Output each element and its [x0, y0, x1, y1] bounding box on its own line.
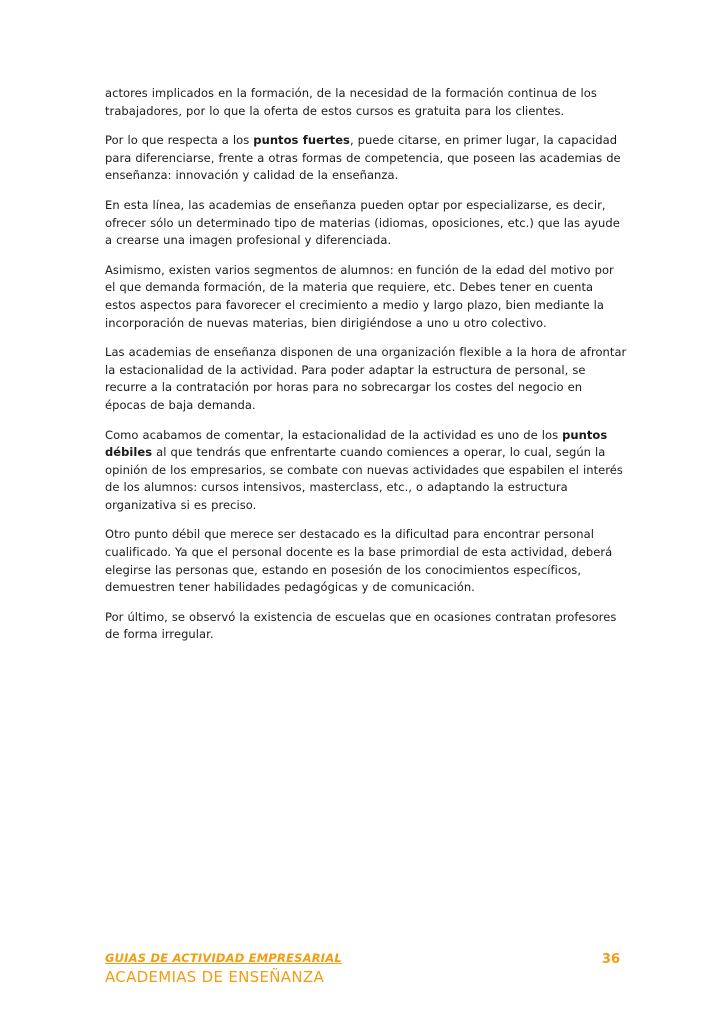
paragraph-text: Asimismo, existen varios segmentos de alumnos: en función de la edad del motivo por el que demanda formación, de la materia que requiere, etc. Debes tener en cuenta estos aspectos para favorecer el crecimiento a medio y largo plazo, bien mediante la incorporación de nuevas materias, bien dirigiéndose a uno u otro colectivo.	[105, 262, 614, 330]
paragraph-text: Las academias de enseñanza disponen de una organización flexible a la hora de afrontar la estacionalidad de la actividad. Para poder adaptar la estructura de personal, se recurre a la contratación por horas para no sobrecargar los costes del negocio en épocas de baja demanda.	[105, 345, 627, 412]
paragraph-text: Por lo que respecta a los	[105, 133, 254, 148]
paragraph	[105, 262, 627, 332]
paragraph	[105, 427, 627, 515]
page-number: 36	[601, 952, 620, 967]
paragraph-emphasis: puntos fuertes	[253, 133, 350, 148]
paragraph-text: Otro punto débil que merece ser destacado es la dificultad para encontrar personal cualificado. Ya que el personal docente es la base primordial de esta actividad, deberá elegirse las personas que, estando en posesión de los conocimientos específicos, demuestren tener habilidades pedagógicas y de comunicación.	[105, 527, 613, 595]
paragraph-text: al que tendrás que enfrentarte cuando comiences a operar, lo cual, según la opinión de los empresarios, se combate con nuevas actividades que espabilen el interés de los alumnos: cursos intensivos, masterclass, etc., o adaptando la estructura organizativa si es preciso.	[105, 445, 623, 512]
guide-series-title: GUIAS DE ACTIVIDAD EMPRESARIAL	[105, 951, 342, 965]
paragraph-text: actores implicados en la formación, de la necesidad de la formación continua de los trabajadores, por lo que la oferta de estos cursos es gratuita para los clientes.	[105, 86, 597, 118]
paragraph-text: Por último, se observó la existencia de escuelas que en ocasiones contratan profesores de forma irregular.	[105, 609, 617, 642]
paragraph	[105, 132, 627, 185]
paragraph-text: Como acabamos de comentar, la estacionalidad de la actividad es uno de los	[105, 427, 563, 442]
paragraph	[105, 344, 627, 414]
paragraph-text: , puede citarse, en primer lugar, la capacidad para diferenciarse, frente a otras formas de competencia, que poseen las academias de enseñanza: innovación y calidad de la enseñanza.	[105, 133, 621, 183]
paragraph	[105, 609, 627, 644]
paragraph	[105, 197, 627, 250]
paragraph	[105, 85, 627, 120]
paragraph-text: En esta línea, las academias de enseñanza pueden optar por especializarse, es decir, ofrecer sólo un determinado tipo de materias (idiomas, oposiciones, etc.) que las ayude a crearse una imagen profesional y diferenciada.	[105, 197, 620, 248]
guide-subtitle: ACADEMIAS DE ENSEÑANZA	[105, 968, 325, 986]
document-body	[105, 85, 627, 656]
paragraph	[105, 526, 627, 596]
paragraph-emphasis: puntos débiles	[105, 427, 608, 460]
